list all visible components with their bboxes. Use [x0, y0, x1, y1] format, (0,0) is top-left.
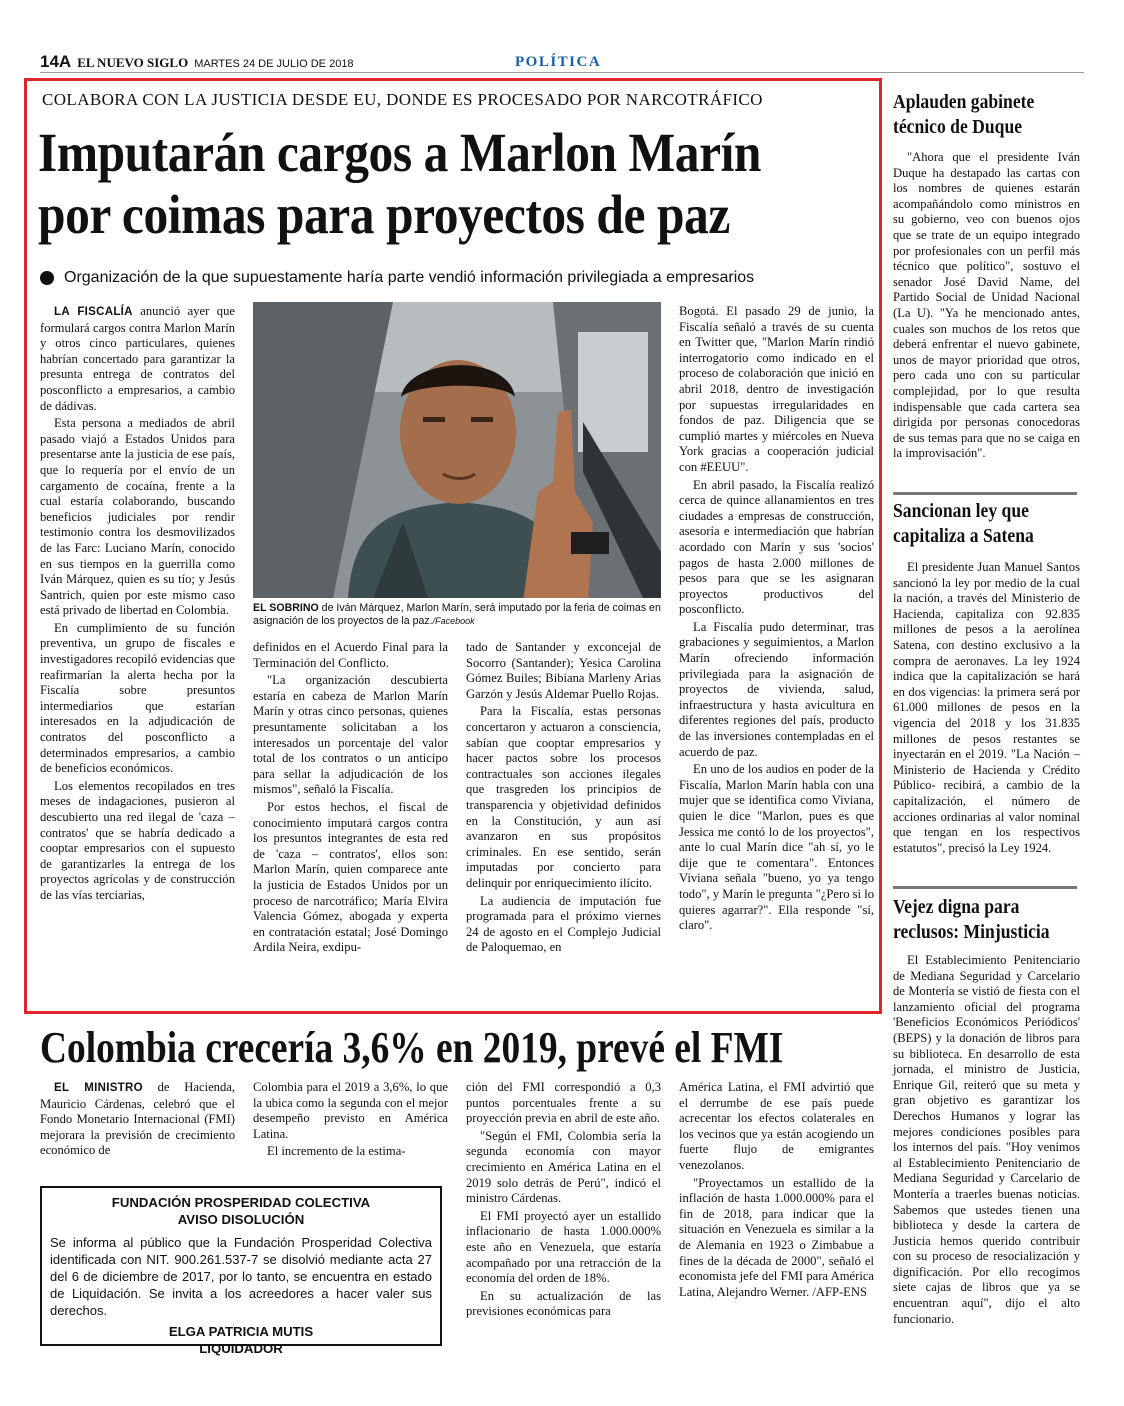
story-column-2: [253, 640, 448, 958]
photo-credit: /Facebook: [432, 616, 475, 626]
notice-subtitle: AVISO DISOLUCIÓN: [177, 1212, 305, 1227]
story-deck: [40, 269, 754, 287]
brief-divider: [893, 886, 1077, 889]
second-headline: Colombia crecería 3,6% en 2019, prevé el FMI: [40, 1023, 784, 1072]
brief-3-title: Vejez digna para reclusos: Minjusticia: [893, 896, 1050, 943]
paragraph: anunció ayer que formulará cargos contra Marlon Marín y otros cinco particulares, quienes habrían concertado para garantizar la presunta entrega de contratos del posconflicto a empresarios, a cambio de dádivas.: [40, 304, 235, 413]
notice-body: Se informa al público que la Fundación Prosperidad Colectiva identificada con NIT. 900.261.537-7 se disolvió mediante acta 27 del 6 de diciembre de 2017, por lo tanto, se encuentra en estado de Liquidación. Se invita a los acreedores a hacer valer sus derechos.: [50, 1235, 432, 1318]
brief-1-title: Aplauden gabinete técnico de Duque: [893, 91, 1035, 138]
paragraph: ción del FMI correspondió a 0,3 puntos porcentuales frente a su proyección previa en abril de este año.: [466, 1080, 661, 1126]
main-headline: [38, 122, 794, 246]
paragraph: "La organización descubierta estaría en cabeza de Marlon Marín Marín y otras cinco personas, quienes presuntamente solicitaban a los interesados un porcentaje del valor total de los contratos o un anticipo para sellar la adjudicación de los mismos", señaló la Fiscalía.: [253, 673, 448, 797]
fmi-column-1: [40, 1080, 235, 1161]
story-column-1: [40, 304, 235, 906]
bullet-icon: [40, 271, 54, 285]
paragraph: En cumplimiento de su función preventiva, un grupo de fiscales e investigadores recopiló evidencias que reafirmarían la alerta hecha por la Fiscalía sobre presuntos intermediarios que estarían interesados en la adjudicación de contratos del posconflicto a determinados empresarios, a cambio de beneficios económicos.: [40, 620, 235, 776]
deck-text: Organización de la que supuestamente haría parte vendió información privilegiada a empresarios: [64, 269, 755, 286]
paragraph: Por estos hechos, el fiscal de conocimiento imputará cargos contra los presuntos integrantes de esta red de 'caza – contratos', ellos son: Marlon Marín, quien comparece ante la justicia de Estados Unidos por un proceso de narcotráfico; María Elvira Valencia Gómez, abogada y experta en contratación estatal; José Domingo Ardila Neira, exdipu-: [253, 799, 448, 955]
paragraph: Bogotá. El pasado 29 de junio, la Fiscalía señaló a través de su cuenta en Twitter que, "Marlon Marín rindió interrogatorio como indicado en el proceso de colaboración que inició en abril 2018, dentro de investigación por supuestas irregularidades en fondos de paz. Diligencia que se cumplió martes y miércoles en Nueva York gracias a cooperación judicial con #EEUU".: [679, 304, 874, 474]
paragraph: tado de Santander y exconcejal de Socorro (Santander); Yesica Carolina Gómez Builes; Bibiana Marleny Arias Garzón y Jesús Aldemar Puello Rojas.: [466, 640, 661, 701]
section-title: POLÍTICA: [515, 54, 602, 70]
paragraph: América Latina, el FMI advirtió que el derrumbe de ese país puede acrecentar los efectos colaterales en los vecinos que ya están acogiendo un fuerte flujo de emigrantes venezolanos.: [679, 1080, 874, 1172]
lead-in: EL MINISTRO: [54, 1082, 143, 1094]
story-column-4: [679, 304, 874, 936]
paragraph: Esta persona a mediados de abril pasado viajó a Estados Unidos para presentarse ante la justicia de ese país, que lo requería por el envío de un cargamento de cocaína, frente a la cual estaría colaborando, buscando beneficios judiciales por rendir testimonio contra los desmovilizados de las Farc: Luciano Marín, conocido en sus tiempos en la guerrilla como Iván Márquez, quien es su tío; y Jesús Santrich, quien por este mismo caso está privado de libertad en Colombia.: [40, 416, 235, 618]
fmi-column-3: [466, 1080, 661, 1322]
story-column-3: [466, 640, 661, 958]
paragraph: "Según el FMI, Colombia sería la segunda economía con mayor crecimiento en América Latina en el 2019 solo detrás de Perú", indicó el ministro Cárdenas.: [466, 1128, 661, 1206]
caption-lead: EL SOBRINO: [253, 602, 319, 614]
notice-title: FUNDACIÓN PROSPERIDAD COLECTIVA: [111, 1195, 371, 1210]
paragraph: Para la Fiscalía, estas personas concertaron y actuaron a consciencia, sabían que cooptar empresarios y hacer pactos sobre los procesos contractuales son acciones ilegales que trasgreden los principios de transparencia y objetividad definidos en la Constitución, y aun así avanzaron en sus propósitos criminales. En ese sentido, serán imputadas por concierto para delinquir por enriquecimiento ilícito.: [466, 704, 661, 890]
notice-signatory-role: LIQUIDADOR: [199, 1341, 283, 1356]
page-number: 14A: [40, 52, 72, 71]
paragraph: La audiencia de imputación fue programada para el próximo viernes 24 de agosto en el Complejo Judicial de Paloquemao, en: [466, 893, 661, 955]
brief-divider: [893, 492, 1077, 495]
headline-line-2: por coimas para proyectos de paz: [38, 184, 730, 245]
fmi-column-2: [253, 1080, 448, 1162]
legal-notice: [40, 1186, 442, 1356]
headline-line-1: Imputarán cargos a Marlon Marín: [38, 122, 761, 183]
brief-3-body: El Establecimiento Penitenciario de Mediana Seguridad y Carcelario de Montería se vistió de fiesta con el lanzamiento oficial del programa 'Beneficios Económicos Periódicos' (BEPS) y la donación de libros para su biblioteca. En desarrollo de esta jornada, el ministro de Justicia, Enrique Gil, reiteró que su meta y gran objetivo es garantizar los Derechos Humanos y lograr las mejores condiciones posibles para los internos del país. "Hoy venimos al Establecimiento Penitenciario de Mediana Seguridad y Carcelario de Montería a traerles buenas noticias. Sabemos que ustedes tienen una biblioteca y desde la cartera de Justicia hemos querido contribuir con su proceso de resocialización y dignificación. Por ello recogimos siete cajas de libros que ya se encuentran aquí", dijo el alto funcionario.: [893, 953, 1080, 1326]
paragraph: Colombia para el 2019 a 3,6%, lo que la ubica como la segunda con el mejor desempeño previsto en América Latina.: [253, 1080, 448, 1141]
brief-1-body: "Ahora que el presidente Iván Duque ha destapado las cartas con los nombres de quienes estarán acompañándolo como ministros en su gobierno, veo con buenos ojos que se trate de un equipo integrado por profesionales con un perfil más técnico que político", sostuvo el senador José David Name, del Partido Social de Unidad Nacional (La U). "Ya he mencionado antes, cuales son muchos de los retos que deberá enfrentar el nuevo gabinete, unos de mayor prioridad que otros, pero cada uno con su particular complejidad, por lo que resulta indispensable que cada cartera sea dirigida por personas conocedoras de sus temas para que no se caiga en la improvisación".: [893, 150, 1080, 461]
paragraph: definidos en el Acuerdo Final para la Terminación del Conflicto.: [253, 640, 448, 670]
page-folio: [40, 52, 354, 72]
newspaper-name: EL NUEVO SIGLO: [77, 55, 189, 70]
paragraph: La Fiscalía pudo determinar, tras grabaciones y seguimientos, a Marlon Marín ofreciendo información privilegiada para la asignación de proyectos de vivienda, salud, infraestructura y hasta avicultura en diferentes regiones del país, producto de las inversiones contempladas en el acuerdo de paz.: [679, 619, 874, 759]
brief-2-title: Sancionan ley que capitaliza a Satena: [893, 500, 1034, 547]
paragraph: En su actualización de las previsiones económicas para: [466, 1288, 661, 1319]
paragraph: de Hacienda, Mauricio Cárdenas, celebró que el Fondo Monetario Internacional (FMI) mejorara la previsión de crecimiento económico de: [40, 1080, 235, 1158]
lead-in: LA FISCALÍA: [54, 306, 133, 318]
paragraph: El FMI proyectó ayer un estallido inflacionario de hasta 1.000.000% este año en Venezuela, que estaría acompañado por una retracción de la economía del orden de 18%.: [466, 1208, 661, 1286]
paragraph: El incremento de la estima-: [267, 1144, 406, 1159]
photo-caption: [253, 602, 661, 628]
paragraph: Los elementos recopilados en tres meses de indagaciones, pusieron al descubierto una red ilegal de 'caza – contratos' que se habría dedicado a cooptar empresarios con el supuesto de garantizarles la entrega de los proyectos agrícolas y de construcción de las vías terciarias,: [40, 778, 235, 902]
caption-text: de Iván Márquez, Marlon Marín, será imputado por la feria de coimas en asignación de los proyectos de la paz.: [253, 602, 661, 627]
fmi-column-4: [679, 1080, 874, 1302]
man-in-car-photo: [253, 302, 661, 598]
story-kicker: COLABORA CON LA JUSTICIA DESDE EU, DONDE ES PROCESADO POR NARCOTRÁFICO: [42, 90, 763, 109]
paragraph: En uno de los audios en poder de la Fiscalía, Marlon Marín habla con una mujer que se identifica como Viviana, quien le dice "Marlon, pues es que Jessica me contó lo de los proyectos", ante lo cual Marín dice "ah sí, yo le dije que te comentara". Entonces Viviana señala "bueno, yo ya tengo todo", y Marín le pregunta "¿Pero si lo quieres agarrar?". Ella responde "sí, claro".: [679, 762, 874, 933]
brief-2-body: El presidente Juan Manuel Santos sancionó la ley por medio de la cual la nación, a través del Ministerio de Hacienda, capitaliza con 92.835 millones de pesos a la aerolínea Satena, con destino exclusivo a la compra de aeronaves. La ley 1924 indica que la capitalización se hará en dos vigencias: la primera será por 61.000 millones de pesos en la vigencia del 2018 y los 31.835 millones de pesos restantes se inyectarán en el 2019. "La Nación –Ministerio de Hacienda y Crédito Público- recibirá, a cambio de la capitalización, el número de acciones ordinarias al valor nominal que tengan en los respectivos estatutos", precisó la Ley 1924.: [893, 560, 1080, 855]
notice-signatory: ELGA PATRICIA MUTIS: [168, 1324, 314, 1339]
issue-date: MARTES 24 DE JULIO DE 2018: [194, 58, 354, 70]
paragraph: En abril pasado, la Fiscalía realizó cerca de quince allanamientos en tres ciudades a empresas de construcción, asesoría e intermediación que habrían acordado con Marín y sus 'socios' pagos de hasta 2.000 millones de pesos para que se les asignaran proyectos productivos del posconflicto.: [679, 477, 874, 617]
paragraph: "Proyectamos un estallido de la inflación de hasta 1.000.000% para el fin de 2018, para indicar que la situación en Venezuela es similar a la de Alemania en 1923 o Zimbabue a fines de la década de 2000", señaló el economista jefe del FMI para América Latina, Alejandro Werner. /AFP-ENS: [679, 1175, 874, 1299]
header-rule: [40, 72, 1084, 73]
story-photo: [253, 302, 661, 598]
